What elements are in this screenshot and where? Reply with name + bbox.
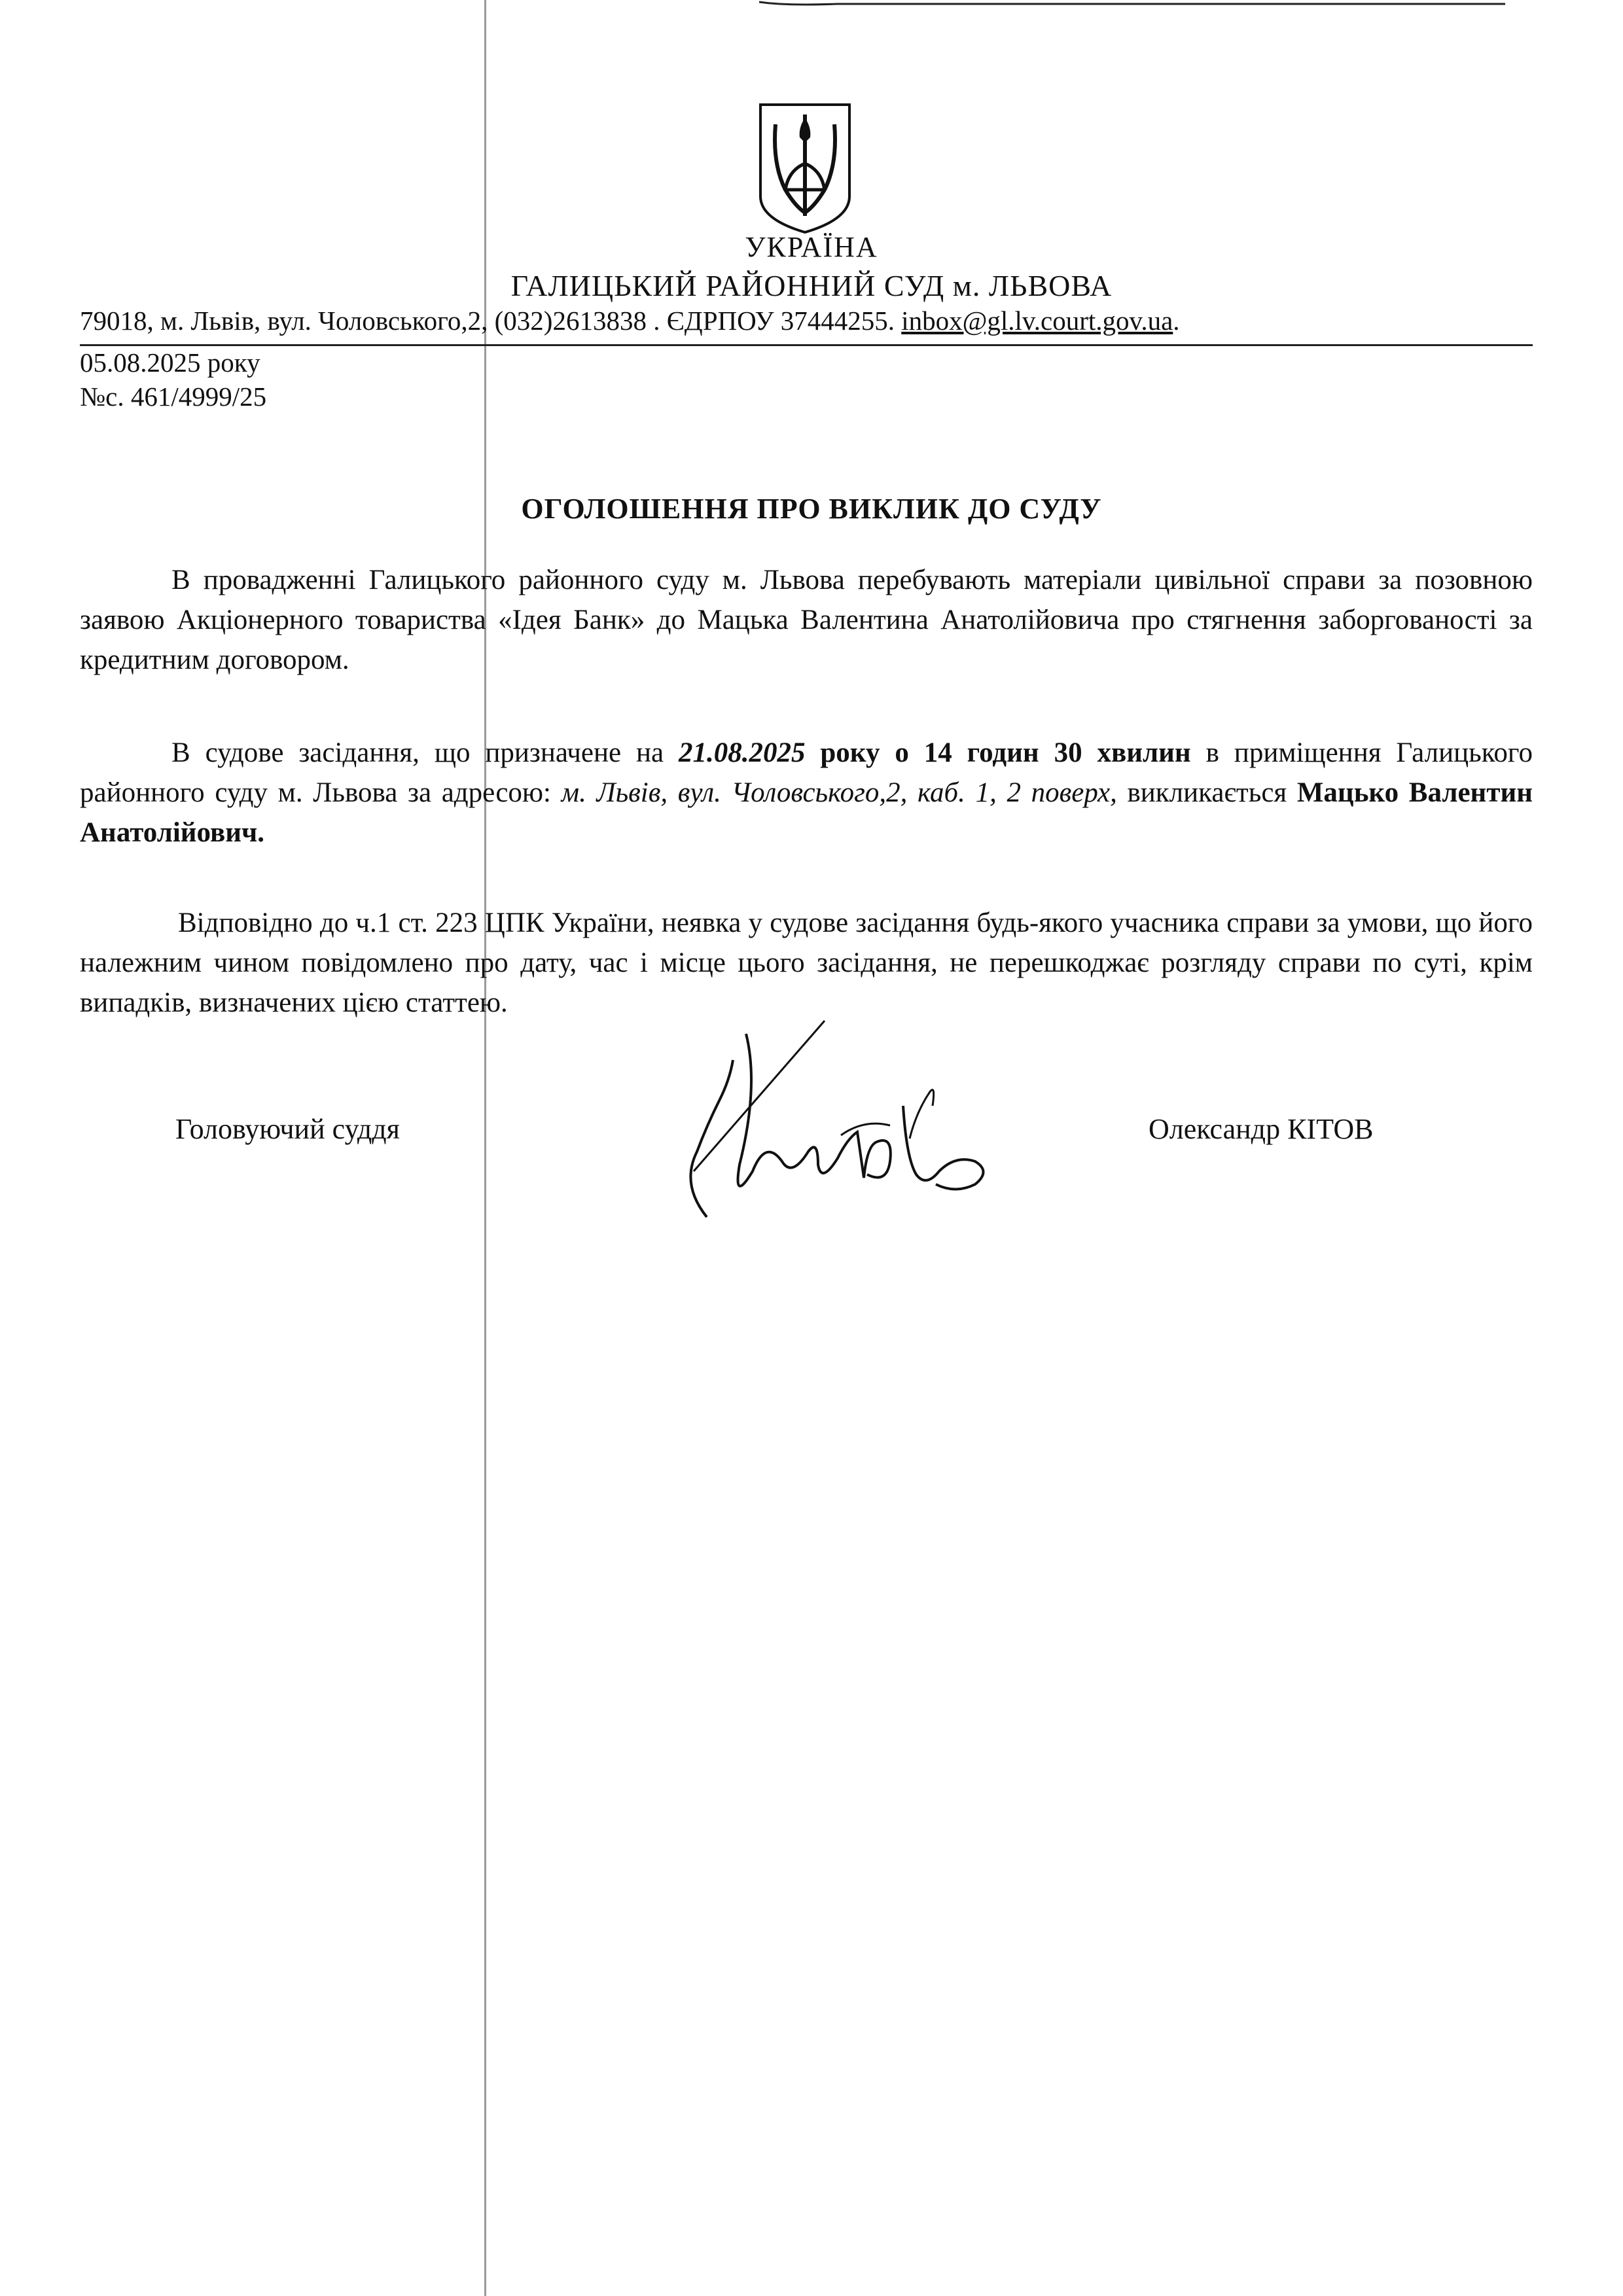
judge-name: Олександр КІТОВ [1149,1113,1374,1145]
court-email: inbox@gl.lv.court.gov.ua [901,306,1173,336]
paragraph-hearing-call [80,733,1533,853]
court-phone: (032)2613838 [494,306,647,336]
country-heading: УКРАЇНА [745,231,878,263]
court-name-heading: ГАЛИЦЬКИЙ РАЙОННИЙ СУД м. ЛЬВОВА [510,269,1113,302]
judge-role: Головуючий суддя [175,1113,400,1145]
document-date: 05.08.2025 року [80,347,260,378]
court-edrpou: ЄДРПОУ 37444255. [666,306,895,336]
document-title: ОГОЛОШЕННЯ ПРО ВИКЛИК ДО СУДУ [521,493,1102,525]
hearing-intro: В судове засідання, що призначене на [171,737,679,768]
handwritten-signature [668,1008,1008,1224]
scan-top-mark [759,0,1505,7]
court-address: 79018, м. Львів, вул. Чоловського,2, [80,306,488,336]
court-contacts: 79018, м. Львів, вул. Чоловського,2, (032)2613838 . ЄДРПОУ 37444255. inbox@gl.lv.court.gov.ua. [80,306,1180,336]
trident-emblem-icon [753,92,857,236]
case-number: №с. 461/4999/25 [80,381,267,412]
hearing-address: м. Львів, вул. Чоловського,2, каб. 1, 2 поверх, [561,777,1117,808]
paragraph-legal-basis: Відповідно до ч.1 ст. 223 ЦПК України, неявка у судове засідання будь-якого учасника справи за умови, що його належним чином повідомлено про дату, час і місце цього засідання, не перешкоджає розгляду справи по суті, крім випадків, визначених цією статтею. [80,908,1533,1018]
hearing-date: 21.08.2025 [678,737,806,768]
paragraph-case-materials: В провадженні Галицького районного суду м. Львова перебувають матеріали цивільної справи за позовною заявою Акціонерного товариства «Ідея Банк» до Мацька Валентина Анатолійовича про стягнення заборгованості за кредитним договором. [80,565,1533,675]
hearing-time: року о 14 годин 30 хвилин [805,737,1191,768]
header-divider [80,344,1533,346]
hearing-location-intro: в приміщення Галицького районного суду м. Львова за адресою: [80,737,1533,808]
hearing-summoned-label: викликається [1116,777,1297,808]
summoned-person: Мацько Валентин Анатолійович. [80,777,1533,848]
